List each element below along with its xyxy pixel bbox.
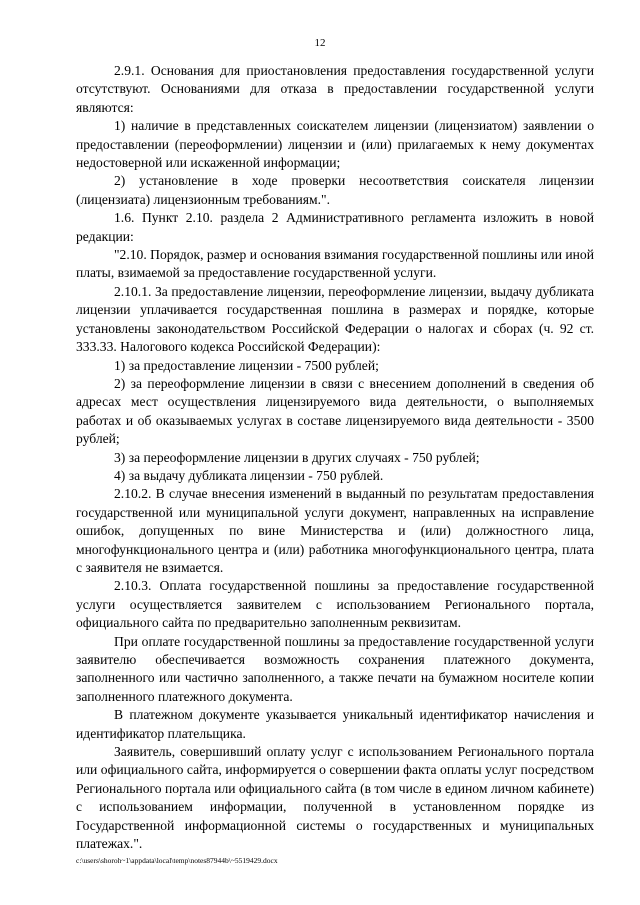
footer-file-path: c:\users\shoroh~1\appdata\local\temp\notes87944b\~5519429.docx <box>76 856 278 865</box>
paragraph-2-10-1: 2.10.1. За предоставление лицензии, переоформление лицензии, выдачу дубликата лицензии уплачивается государственная пошлина в размерах и порядке, которые установлены законодательством Российской Федерации о налогах и сборах (ч. 92 ст. 333.33. Налогового кодекса Российской Федерации): <box>76 283 594 355</box>
paragraph-refusal-2: 2) установление в ходе проверки несоответствия соискателя лицензии (лицензиата) лицензионным требованиям.". <box>76 173 594 207</box>
paragraph-2-9-1: 2.9.1. Основания для приостановления предоставления государственной услуги отсутствуют. Основаниями для отказа в предоставлении государственной услуги являются: <box>76 63 594 115</box>
paragraph-identifier: В платежном документе указывается уникальный идентификатор начисления и идентификатор плательщика. <box>76 707 594 741</box>
paragraph-payment-doc: При оплате государственной пошлины за предоставление государственной услуги заявителю обеспечивается возможность сохранения платежного документа, заполненного или частично заполненного, а также печати на бумажном носителе копии заполненного платежного документа. <box>76 633 594 704</box>
paragraph-2-10-3: 2.10.3. Оплата государственной пошлины за предоставление государственной услуги осуществляется заявителем с использованием Регионального портала, официального сайта по предварительно заполненным реквизитам. <box>76 578 594 631</box>
paragraph-fee-1: 1) за предоставление лицензии - 7500 рублей; <box>114 357 379 373</box>
paragraph-refusal-1: 1) наличие в представленных соискателем лицензии (лицензиатом) заявлении о предоставлении (переоформлении) лицензии и (или) прилагаемых к нему документах недостоверной или искаженной информации; <box>76 118 594 171</box>
paragraph-fee-3: 3) за переоформление лицензии в других случаях - 750 рублей; <box>114 449 480 465</box>
document-body <box>76 62 594 853</box>
paragraph-2-10-2: 2.10.2. В случае внесения изменений в выданный по результатам предоставления государственной или муниципальной услуги документ, направленных на исправление ошибок, допущенных по вине Министерства и (или) должностного лица, многофункционального центра и (или) работника многофункционального центра, плата с заявителя не взимается. <box>76 486 594 575</box>
paragraph-2-10: "2.10. Порядок, размер и основания взимания государственной пошлины или иной платы, взимаемой за предоставление государственной услуги. <box>76 247 594 281</box>
paragraph-applicant-info: Заявитель, совершивший оплату услуг с использованием Регионального портала или официального сайта, информируется о совершении факта оплаты услуг посредством Регионального портала или официального сайта (в том числе в едином личном кабинете) с использованием информации, полученной в установленном порядке из Государственной информационной системы о государственных и муниципальных платежах.". <box>76 744 594 852</box>
page-number: 12 <box>314 37 326 49</box>
paragraph-1-6: 1.6. Пункт 2.10. раздела 2 Административного регламента изложить в новой редакции: <box>76 210 594 244</box>
paragraph-fee-4: 4) за выдачу дубликата лицензии - 750 рублей. <box>114 467 384 483</box>
paragraph-fee-2: 2) за переоформление лицензии в связи с внесением дополнений в сведения об адресах мест осуществления лицензируемого вида деятельности, о выполняемых работах и об оказываемых услугах в составе лицензируемого вида деятельности - 3500 рублей; <box>76 375 594 447</box>
